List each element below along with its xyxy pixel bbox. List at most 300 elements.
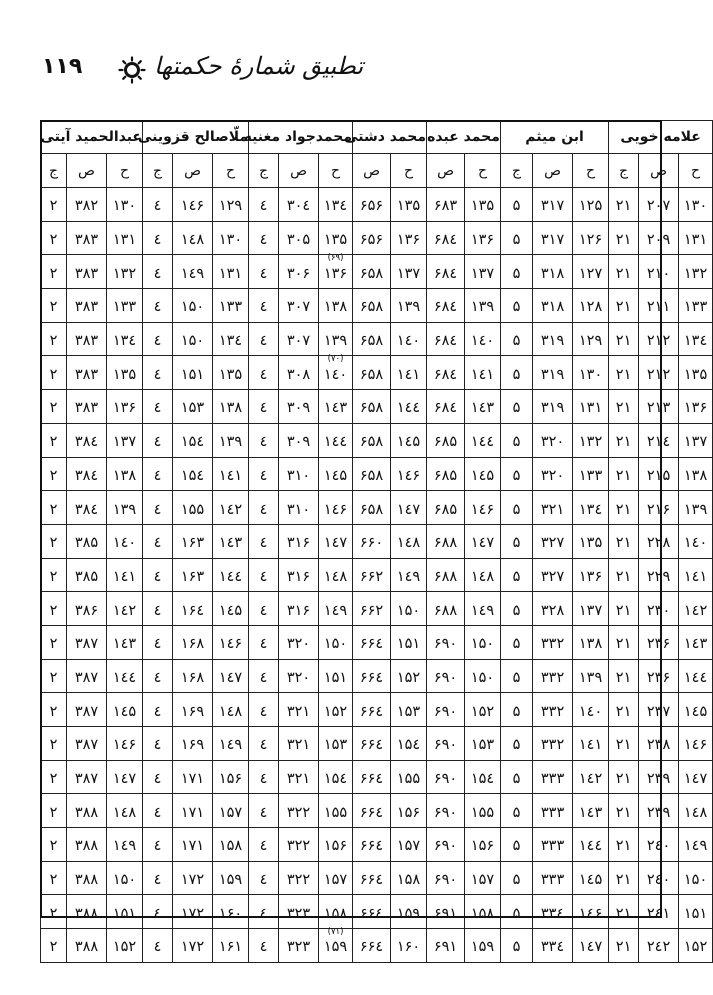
cell-value: ۳۲۱ bbox=[286, 703, 311, 720]
cell-value: ۶۹۱ bbox=[433, 939, 458, 956]
cell-value: ۱۳۰ bbox=[112, 198, 137, 215]
cell-value: ۱٤۷ bbox=[112, 771, 137, 788]
cell-value: ۳۸۸ bbox=[74, 905, 99, 922]
cell-value: ٤ bbox=[153, 198, 162, 215]
cell-value: ۶۸۸ bbox=[433, 568, 458, 585]
cell-value: ۲۱ bbox=[615, 198, 632, 215]
cell-value: ۶۶٤ bbox=[359, 703, 384, 720]
cell-value: ٤ bbox=[259, 400, 268, 417]
cell-value: ٤ bbox=[259, 737, 268, 754]
cell-value: ۲۱ bbox=[615, 737, 632, 754]
cell-value: ۵ bbox=[512, 669, 521, 686]
cell-value: ۶۶۰ bbox=[359, 535, 384, 552]
cell-value: ۲ bbox=[49, 535, 58, 552]
sub-header: ج bbox=[501, 154, 533, 188]
cell-value: ۳۱۹ bbox=[540, 366, 565, 383]
cell-value: ۲۲۸ bbox=[646, 535, 671, 552]
cell-value: ۱۵۵ bbox=[323, 804, 348, 821]
cell-value: ۱٤۱ bbox=[683, 568, 708, 585]
cell-value: ۱۳۱ bbox=[218, 265, 243, 282]
cell-value: ۱۳۸ bbox=[323, 299, 348, 316]
cell-value: ۱۵۷ bbox=[470, 872, 495, 889]
cell-value: ۱۲۷ bbox=[578, 265, 603, 282]
cell-value: ٤ bbox=[259, 838, 268, 855]
sub-header: ح bbox=[465, 154, 501, 188]
cell-value: ۶۶۲ bbox=[359, 602, 384, 619]
table-cell bbox=[679, 423, 713, 457]
cell-value: ۱۳۳ bbox=[578, 467, 603, 484]
cell-value: ۶۶٤ bbox=[359, 804, 384, 821]
cell-value: ۱۳۳ bbox=[683, 299, 708, 316]
cell-value: ۱۶۳ bbox=[180, 535, 205, 552]
cell-value: ۱٤٤ bbox=[112, 669, 137, 686]
cell-value: ٤ bbox=[153, 703, 162, 720]
table-cell bbox=[639, 929, 679, 963]
cell-value: ۳۰٤ bbox=[286, 198, 311, 215]
cell-value: ۱۵۳ bbox=[180, 400, 205, 417]
group-header: علامه خویی bbox=[609, 121, 713, 154]
cell-value: ۱۳۰ bbox=[218, 232, 243, 249]
cell-value: ۲۳۶ bbox=[646, 636, 671, 653]
cell-value: ۳۱۸ bbox=[540, 299, 565, 316]
cell-value: ۱۵۶ bbox=[323, 838, 348, 855]
cell-value: ۱٤۹ bbox=[180, 265, 205, 282]
cell-value: ۳۸۷ bbox=[74, 703, 99, 720]
sub-header: ج bbox=[143, 154, 173, 188]
cell-value: ۱۳۹ bbox=[218, 434, 243, 451]
cell-value: ٤ bbox=[153, 636, 162, 653]
cell-value: ۲۱٤ bbox=[646, 434, 671, 451]
cell-value: ۳۲۷ bbox=[540, 535, 565, 552]
cell-value: ۱۵۸ bbox=[470, 905, 495, 922]
cell-value: ۳۸۳ bbox=[74, 333, 99, 350]
cell-value: ۱٤۶ bbox=[323, 501, 348, 518]
cell-value: ۳۲۲ bbox=[286, 804, 311, 821]
cell-value: ۱٤۷ bbox=[396, 501, 421, 518]
cell-value: ۱۳۵ bbox=[323, 232, 348, 249]
cell-value: ۶۶٤ bbox=[359, 905, 384, 922]
cell-value: ۱۳۹ bbox=[396, 299, 421, 316]
cell-value: ۱۶۸ bbox=[180, 669, 205, 686]
cell-value: ۶۶٤ bbox=[359, 939, 384, 956]
cell-value: ۳۰۵ bbox=[286, 232, 311, 249]
cell-value: ۲ bbox=[49, 939, 58, 956]
cell-value: ۳۸۳ bbox=[74, 265, 99, 282]
cell-value: ۲۱ bbox=[615, 299, 632, 316]
cell-value: ۳۱۰ bbox=[286, 467, 311, 484]
group-header: محمد دشتی bbox=[353, 121, 427, 154]
cell-value: ۲ bbox=[49, 905, 58, 922]
cell-value: ۲ bbox=[49, 636, 58, 653]
cell-value: ۶۸۵ bbox=[433, 501, 458, 518]
cell-value: ۱٤۶ bbox=[180, 198, 205, 215]
cell-value: ۵ bbox=[512, 400, 521, 417]
cell-value: ۶۶٤ bbox=[359, 737, 384, 754]
cell-value: ۱٤۶ bbox=[112, 737, 137, 754]
cell-value: ۳۰۷ bbox=[286, 299, 311, 316]
cell-value: ۱۳۵ bbox=[683, 366, 708, 383]
cell-value: ۱٤۹ bbox=[112, 838, 137, 855]
cell-value: ۱۵۸ bbox=[323, 905, 348, 922]
cell-value: ۱۵۸ bbox=[396, 872, 421, 889]
cell-value: ٤ bbox=[153, 232, 162, 249]
cell-value: ۳۱۶ bbox=[286, 602, 311, 619]
cell-value: ۶۸٤ bbox=[433, 265, 458, 282]
cell-value: ٤ bbox=[259, 265, 268, 282]
cell-value: ٤ bbox=[153, 333, 162, 350]
cell-value: ۱۳۰ bbox=[683, 198, 708, 215]
cell-value: ۲۱ bbox=[615, 804, 632, 821]
table-cell bbox=[679, 188, 713, 222]
cell-value: ٤ bbox=[153, 872, 162, 889]
cell-value: ۶۵۸ bbox=[359, 467, 384, 484]
cell-value: ۵ bbox=[512, 939, 521, 956]
cell-value: ٤ bbox=[259, 872, 268, 889]
cell-value: ۲٤۲ bbox=[646, 939, 671, 956]
cell-value: ۲۳۷ bbox=[646, 703, 671, 720]
cell-value: ۲۱ bbox=[615, 568, 632, 585]
cell-value: ۱۳۵ bbox=[470, 198, 495, 215]
cell-value: ۱۳۶ bbox=[396, 232, 421, 249]
cell-value: ٤ bbox=[153, 434, 162, 451]
cell-value: ۱٤۶ bbox=[683, 737, 708, 754]
cell-value: ۱٤۷ bbox=[683, 771, 708, 788]
cell-value: ۱٤۱ bbox=[218, 467, 243, 484]
cell-value: ۶۸٤ bbox=[433, 232, 458, 249]
cell-value: ۱۵۱ bbox=[683, 905, 708, 922]
cell-value: ۱۵٤ bbox=[180, 434, 205, 451]
cell-value: ۳۸۷ bbox=[74, 737, 99, 754]
cell-value: ٤ bbox=[153, 602, 162, 619]
cell-value: ٤ bbox=[259, 467, 268, 484]
cell-value: ۲ bbox=[49, 804, 58, 821]
cell-value: ۳۳۲ bbox=[540, 669, 565, 686]
cell-value: ۳۲۱ bbox=[286, 771, 311, 788]
cell-value: ۱۳۶ bbox=[470, 232, 495, 249]
cell-value: ۳۸۳ bbox=[74, 232, 99, 249]
cell-value: ۳۱۸ bbox=[540, 265, 565, 282]
table-border bbox=[40, 120, 662, 918]
cell-value: ۱۳۰ bbox=[578, 366, 603, 383]
cell-value: ۱۳۹ bbox=[470, 299, 495, 316]
table-cell bbox=[679, 625, 713, 659]
cell-value: ۱٤۹ bbox=[323, 602, 348, 619]
cell-value: ۱٤۱ bbox=[470, 366, 495, 383]
cell-value: ۱۳۹ bbox=[578, 669, 603, 686]
cell-value: ۱۵۳ bbox=[323, 737, 348, 754]
cell-value: ۲۱ bbox=[615, 366, 632, 383]
cell-value: ۲ bbox=[49, 771, 58, 788]
cell-value: ۱٤۵ bbox=[470, 467, 495, 484]
cell-value: ۱٤۶ bbox=[578, 905, 603, 922]
cell-value: ۶۹۰ bbox=[433, 771, 458, 788]
cell-value: ۱۵۹ bbox=[396, 905, 421, 922]
cell-value: ۱۵۰ bbox=[470, 636, 495, 653]
cell-value: ۱۵۱ bbox=[112, 905, 137, 922]
table-cell bbox=[679, 794, 713, 828]
cell-value: ۱۳۳ bbox=[218, 299, 243, 316]
cell-value: ۱٤۱ bbox=[396, 366, 421, 383]
cell-value: ۲۱ bbox=[615, 872, 632, 889]
cell-value: ٤ bbox=[153, 939, 162, 956]
cell-value: ۱٤۳ bbox=[112, 636, 137, 653]
cell-value: ۲۱ bbox=[615, 636, 632, 653]
cell-value: ۶۵۸ bbox=[359, 299, 384, 316]
cell-value: ٤ bbox=[259, 535, 268, 552]
page-title: تطبیق شمارهٔ حکمتها bbox=[154, 52, 364, 80]
cell-value: ۲۱ bbox=[615, 669, 632, 686]
cell-value: ۳۱۶ bbox=[286, 568, 311, 585]
cell-value: ۵ bbox=[512, 366, 521, 383]
cell-value: ۶۹۰ bbox=[433, 804, 458, 821]
cell-value: ۳۰۷ bbox=[286, 333, 311, 350]
cell-value: ۳۲۱ bbox=[540, 501, 565, 518]
table-cell bbox=[679, 289, 713, 323]
cell-value: ۱٤۰ bbox=[396, 333, 421, 350]
cell-value: ۲٤۰ bbox=[646, 872, 671, 889]
cell-value: ۱٤٤ bbox=[578, 838, 603, 855]
cell-value: ٤ bbox=[153, 299, 162, 316]
table-cell bbox=[173, 929, 213, 963]
cell-value: ۱٤۳ bbox=[218, 535, 243, 552]
cell-value: ۶۹۰ bbox=[433, 838, 458, 855]
cell-value: ۱۳۱ bbox=[683, 232, 708, 249]
cell-value: ۶۸٤ bbox=[433, 366, 458, 383]
cell-value: ۳۸۷ bbox=[74, 669, 99, 686]
cell-value: ۱٤٤ bbox=[470, 434, 495, 451]
cell-value: ۱۵۰ bbox=[180, 333, 205, 350]
cell-value: ۱٤۸ bbox=[323, 568, 348, 585]
table-cell bbox=[427, 929, 465, 963]
cell-value: ۱۵۸ bbox=[218, 838, 243, 855]
cell-value: ۱٤٤ bbox=[323, 434, 348, 451]
cell-value: ۱٤٤ bbox=[683, 669, 708, 686]
cell-value: ۱٤۲ bbox=[578, 771, 603, 788]
cell-value: ۳۸۵ bbox=[74, 535, 99, 552]
cell-value: ۲۱۶ bbox=[646, 501, 671, 518]
group-header: ملّاصالح قزوینی bbox=[143, 121, 249, 154]
cell-value: ٤ bbox=[153, 568, 162, 585]
cell-value: ۲۱ bbox=[615, 400, 632, 417]
cell-value: ۳۸۲ bbox=[74, 198, 99, 215]
cell-value: ۱۷۲ bbox=[180, 872, 205, 889]
cell-value: ۳۲۲ bbox=[286, 872, 311, 889]
cell-value: ۱۳۵ bbox=[218, 366, 243, 383]
cell-value: ۲۱۱ bbox=[646, 299, 671, 316]
cell-value: ۳۱۹ bbox=[540, 333, 565, 350]
cell-value: ۱۳۸ bbox=[218, 400, 243, 417]
cell-value: ۱٤۰ bbox=[578, 703, 603, 720]
cell-value: ۱٤۵ bbox=[112, 703, 137, 720]
cell-value: ۳۱۷ bbox=[540, 198, 565, 215]
cell-value: ۱٤۶ bbox=[218, 636, 243, 653]
cell-value: ۵ bbox=[512, 299, 521, 316]
cell-value: ۶۶٤ bbox=[359, 669, 384, 686]
cell-value: ۵ bbox=[512, 198, 521, 215]
cell-value: ۳۳٤ bbox=[540, 939, 565, 956]
cell-value: ۳۸۷ bbox=[74, 771, 99, 788]
cell-value: ۲۳۹ bbox=[646, 804, 671, 821]
cell-value: ۱۳۱ bbox=[578, 400, 603, 417]
sub-header: ح bbox=[213, 154, 249, 188]
cell-value: ۶۹۰ bbox=[433, 737, 458, 754]
cell-value: ۵ bbox=[512, 232, 521, 249]
table-cell bbox=[679, 929, 713, 963]
cell-value: ۳۲۲ bbox=[286, 838, 311, 855]
cell-value: ۶۸٤ bbox=[433, 333, 458, 350]
cell-value: ۲ bbox=[49, 872, 58, 889]
cell-value: ۱۵۲ bbox=[470, 703, 495, 720]
cell-value: ۱٤۸ bbox=[218, 703, 243, 720]
table-cell bbox=[501, 929, 533, 963]
cell-value: ۵ bbox=[512, 737, 521, 754]
cell-value: ٤ bbox=[259, 602, 268, 619]
cell-value: ۱۳۲ bbox=[112, 265, 137, 282]
cell-value: ۱۳۱ bbox=[112, 232, 137, 249]
cell-value: ۶۹۰ bbox=[433, 872, 458, 889]
cell-value: ۱۶۱ bbox=[218, 939, 243, 956]
cell-value: ۱۳۷ bbox=[683, 434, 708, 451]
cell-value: ۵ bbox=[512, 333, 521, 350]
cell-value: ۱۵۱ bbox=[396, 636, 421, 653]
cell-value: ۳۸۵ bbox=[74, 568, 99, 585]
cell-value: ۱۶۸ bbox=[180, 636, 205, 653]
cell-value: ۲ bbox=[49, 838, 58, 855]
cell-value: ۲ bbox=[49, 198, 58, 215]
cell-value: ۳۳۲ bbox=[540, 737, 565, 754]
cell-value: ۳۲۷ bbox=[540, 568, 565, 585]
cell-value: ۲۰۹ bbox=[646, 232, 671, 249]
cell-value: ٤ bbox=[259, 636, 268, 653]
table-cell bbox=[679, 558, 713, 592]
cell-value: ۱۳٤ bbox=[323, 198, 348, 215]
cell-value: ۱٤۹ bbox=[218, 737, 243, 754]
cell-value: ۱٤۰ bbox=[323, 366, 348, 383]
cell-value: ۱۳۲ bbox=[578, 434, 603, 451]
cell-value: ۲۱۲ bbox=[646, 366, 671, 383]
group-header: عبدالحمید آیتی bbox=[41, 121, 143, 154]
cell-value: ۱٤۲ bbox=[218, 501, 243, 518]
cell-value: ۶۹۰ bbox=[433, 669, 458, 686]
cell-value: ۳۱۶ bbox=[286, 535, 311, 552]
cell-value: ۱٤۳ bbox=[323, 400, 348, 417]
cell-value: ۲۳۶ bbox=[646, 669, 671, 686]
cell-value: ٤ bbox=[259, 939, 268, 956]
cell-value: ۳۰۸ bbox=[286, 366, 311, 383]
cell-value: ۱۵۳ bbox=[470, 737, 495, 754]
cell-value: ٤ bbox=[153, 804, 162, 821]
table-cell bbox=[67, 929, 107, 963]
cell-value: ۶۵۸ bbox=[359, 366, 384, 383]
cell-value: ۲۱ bbox=[615, 434, 632, 451]
cell-value: ۲ bbox=[49, 299, 58, 316]
cell-value: ۱۵۹ bbox=[470, 939, 495, 956]
cell-value: ۲ bbox=[49, 232, 58, 249]
cell-value: ۱۳۹ bbox=[683, 501, 708, 518]
cell-value: ۱۵٤ bbox=[470, 771, 495, 788]
cell-value: ۳۳۳ bbox=[540, 838, 565, 855]
cell-value: ۶۵۶ bbox=[359, 232, 384, 249]
cell-value: ۲۱ bbox=[615, 535, 632, 552]
cell-value: ۱۵۲ bbox=[323, 703, 348, 720]
cell-value: ۱۲۵ bbox=[578, 198, 603, 215]
table-cell bbox=[279, 929, 319, 963]
sub-header: ج bbox=[609, 154, 639, 188]
cell-value: ۱٤۹ bbox=[470, 602, 495, 619]
cell-value: ۱۵۰ bbox=[180, 299, 205, 316]
cell-value: ۱۶٤ bbox=[180, 602, 205, 619]
sub-header: ح bbox=[391, 154, 427, 188]
table-cell bbox=[533, 929, 573, 963]
cell-value: ٤ bbox=[259, 501, 268, 518]
cell-value: ۱۳۸ bbox=[112, 467, 137, 484]
cell-value: ۱۵۲ bbox=[112, 939, 137, 956]
cell-value: ۱٤۹ bbox=[683, 838, 708, 855]
cell-value: ۵ bbox=[512, 804, 521, 821]
cell-value: ۲۱ bbox=[615, 265, 632, 282]
cell-value: ۱۲۸ bbox=[578, 299, 603, 316]
cell-value: ۲ bbox=[49, 602, 58, 619]
cell-value: ۱۳۹ bbox=[323, 333, 348, 350]
cell-value: ۳۸۳ bbox=[74, 400, 99, 417]
table-cell bbox=[41, 929, 67, 963]
cell-value: ۱۵۷ bbox=[396, 838, 421, 855]
cell-value: ۱۳۲ bbox=[683, 265, 708, 282]
cell-value: ۳۳۳ bbox=[540, 872, 565, 889]
cell-value: ۱٤۵ bbox=[218, 602, 243, 619]
cell-value: ۲۱۰ bbox=[646, 265, 671, 282]
cell-value: ۱۳٤ bbox=[683, 333, 708, 350]
cell-value: ۲۱ bbox=[615, 905, 632, 922]
cell-value: ٤ bbox=[259, 434, 268, 451]
sub-header: ص bbox=[533, 154, 573, 188]
table-cell bbox=[679, 592, 713, 626]
cell-value: ۳۸۸ bbox=[74, 872, 99, 889]
table-cell bbox=[679, 322, 713, 356]
cell-value: ۶۸۸ bbox=[433, 602, 458, 619]
cell-value: ۱٤۷ bbox=[470, 535, 495, 552]
cell-value: ۱٤۶ bbox=[396, 467, 421, 484]
table-cell bbox=[143, 929, 173, 963]
cell-value: ۱٤۰ bbox=[470, 333, 495, 350]
cell-value: ۱۵۲ bbox=[396, 669, 421, 686]
cell-value: ۱۵۹ bbox=[323, 939, 348, 956]
cell-value: ۶۵۶ bbox=[359, 198, 384, 215]
cell-value: ۱٤۰ bbox=[683, 535, 708, 552]
footnote-mark: (۷۰) bbox=[327, 354, 344, 365]
table-cell bbox=[679, 356, 713, 390]
cell-value: ۱۶۰ bbox=[218, 905, 243, 922]
cell-value: ۶۶٤ bbox=[359, 636, 384, 653]
cell-value: ۳۲۰ bbox=[540, 434, 565, 451]
page-number: ۱۱۹ bbox=[42, 54, 83, 79]
cell-value: ۱۲۹ bbox=[578, 333, 603, 350]
cell-value: ۳۸٤ bbox=[74, 501, 99, 518]
cell-value: ۵ bbox=[512, 771, 521, 788]
cell-value: ۳۸٤ bbox=[74, 434, 99, 451]
cell-value: ۱۵۵ bbox=[470, 804, 495, 821]
table-cell bbox=[679, 760, 713, 794]
cell-value: ۵ bbox=[512, 872, 521, 889]
cell-value: ۶۵۸ bbox=[359, 333, 384, 350]
page-header bbox=[38, 52, 666, 92]
table-cell bbox=[465, 929, 501, 963]
cell-value: ۲٤۱ bbox=[646, 905, 671, 922]
cell-value: ۳۲۱ bbox=[286, 737, 311, 754]
cell-value: ۱٤۲ bbox=[112, 602, 137, 619]
cell-value: ۶۵۸ bbox=[359, 501, 384, 518]
cell-value: ۲ bbox=[49, 467, 58, 484]
